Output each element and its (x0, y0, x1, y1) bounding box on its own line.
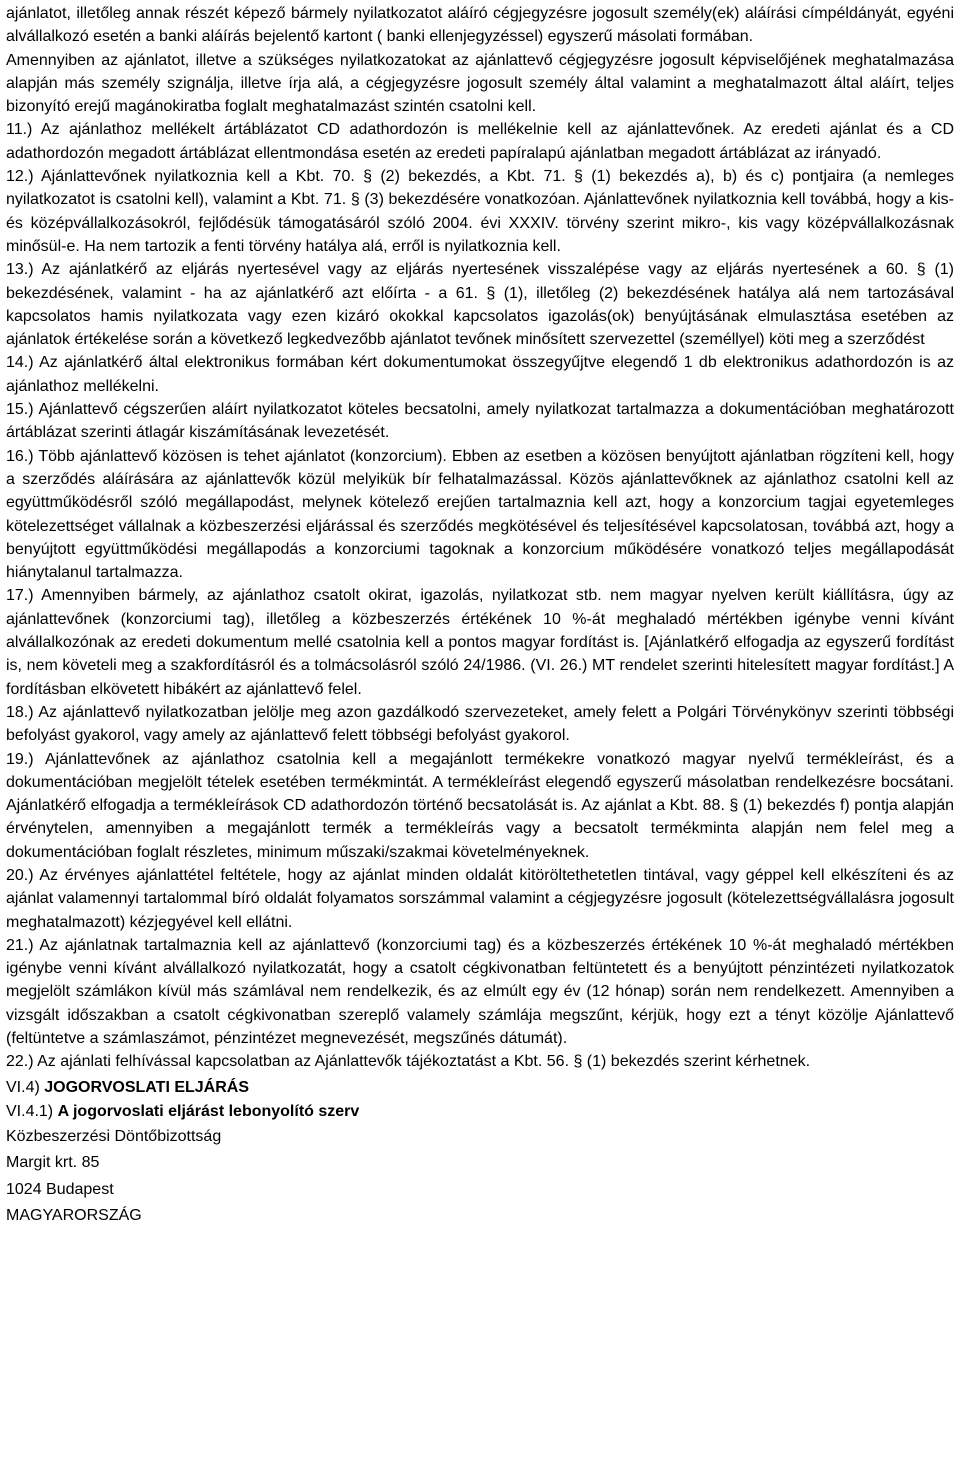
subsection-heading (6, 1100, 954, 1124)
address-organization: Közbeszerzési Döntőbizottság (6, 1127, 222, 1145)
paragraph-15: 15.) Ajánlattevő cégszerűen aláírt nyilatkozatot köteles becsatolni, amely nyilatkozat tartalmazza a dokumentációban meghatározott ártáblázat szerinti átlagár kiszámításának levezetését. (6, 401, 954, 442)
paragraph-12: 12.) Ajánlattevőnek nyilatkoznia kell a Kbt. 70. § (2) bekezdés, a Kbt. 71. § (1) bekezdés a), b) és c) pontjaira (a nemleges nyilatkozatot is csatolni kell), valamint a Kbt. 71. § (3) bekezdésére vonatkozóan. Ajánlattevőnek nyilatkoznia kell továbbá, hogy a kis- és középvállalkozásokról, fejlődésük támogatásáról szóló 2004. évi XXXIV. törvény szerint mikro-, kis vagy középvállalkozásnak minősül-e. Ha nem tartozik a fenti törvény hatálya alá, erről is nyilatkoznia kell. (6, 168, 954, 255)
legal-remedy-section (6, 1076, 954, 1230)
address-country: MAGYARORSZÁG (6, 1207, 142, 1225)
section-heading (6, 1076, 954, 1100)
paragraph-authorization: Amennyiben az ajánlatot, illetve a szükséges nyilatkozatokat az ajánlattevő cégjegyzésre jogosult képviselőjének meghatalmazása alapján más személy szignálja, illetve írja alá, a cégjegyzésre jogosult személy által valamint a meghatalmazott által aláírt, teljes bizonyító erejű magánokiratba foglalt meghatalmazást szintén csatolni kell. (6, 51, 954, 116)
paragraph-13: 13.) Az ajánlatkérő az eljárás nyertesével vagy az eljárás nyertesének visszalépése vagy az eljárás nyertesének a 60. § (1) bekezdésének, valamint - ha az ajánlatkérő azt előírta - a 61. § (1), illetőleg (2) bekezdésének hatálya alá nem tartozásával kapcsolatos hamis nyilatkozata vagy ezen kizáró okokkal kapcsolatos igazolás(ok) benyújtásának elmulasztása esetében az ajánlatok értékelése során a következő legkedvezőbb ajánlatot tevőnek minősített szervezettel (személlyel) köti meg a szerződést (6, 261, 954, 349)
subsection-number: VI.4.1) (6, 1102, 58, 1120)
paragraph-14: 14.) Az ajánlatkérő által elektronikus formában kért dokumentumokat összegyűjtve elegendő 1 db elektronikus adathordozón is az ajánlathoz mellékelni. (6, 354, 954, 395)
document-page (6, 2, 954, 1230)
section-number: VI.4) (6, 1078, 45, 1096)
address-city: 1024 Budapest (6, 1180, 114, 1198)
paragraph-22: 22.) Az ajánlati felhívással kapcsolatban az Ajánlattevők tájékoztatást a Kbt. 56. § (1) bekezdés szerint kérhetnek. (6, 1053, 811, 1071)
paragraph-20: 20.) Az érvényes ajánlattétel feltétele, hogy az ajánlat minden oldalát kitöröltethetetlen tintával, vagy géppel kell elkészíteni és az ajánlat valamennyi tartalommal bíró oldalát folyamatos sorszámmal valamint a cégjegyzésre jogosult (kötelezettségvállalásra jogosult meghatalmazott) kézjegyével kell ellátni. (6, 866, 954, 931)
address-street: Margit krt. 85 (6, 1154, 100, 1172)
paragraph-11: 11.) Az ajánlathoz mellékelt ártáblázatot CD adathordozón is mellékelnie kell az ajánlattevőnek. Az eredeti ajánlat és a CD adathordozón megadott ártáblázat ellentmondása esetén az eredeti papíralapú ajánlatban megadott ártáblázat az irányadó. (6, 121, 954, 162)
paragraph-17: 17.) Amennyiben bármely, az ajánlathoz csatolt okirat, igazolás, nyilatkozat stb. nem magyar nyelven került kiállításra, úgy az ajánlattevőnek (konzorciumi tag), illetőleg a közbeszerzés értékének 10 %-át meghaladó mértékben igénybe venni kívánt alvállalkozónak az eredeti dokumentum mellé csatolnia kell a pontos magyar fordítást is. [Ajánlatkérő elfogadja az egyszerű fordítást is, nem követeli meg a szakfordításról és a tolmácsolásról szóló 24/1986. (VI. 26.) MT rendelet szerinti hitelesített magyar fordítást.] A fordításban elkövetett hibákért az ajánlattevő felel. (6, 587, 954, 698)
paragraph-21: 21.) Az ajánlatnak tartalmaznia kell az ajánlattevő (konzorciumi tag) és a közbeszerzés értékének 10 %-át meghaladó mértékben igénybe venni kívánt alvállalkozó nyilatkozatát, hogy a csatolt cégkivonatban feltüntetett és a benyújtott pénzintézeti nyilatkozatok megjelölt számlákon kívül más számlával nem rendelkezik, és az elmúlt egy év (12 hónap) során nem rendelkezett. Amennyiben a vizsgált időszakban a csatolt cégkivonatban szereplő valamely számlája megszűnt, kérjük, hogy ezt a tényt közölje Ajánlattevő (feltüntetve a számlaszámot, pénzintézet megnevezését, megszűnés dátumát). (6, 936, 954, 1048)
paragraph-16: 16.) Több ajánlattevő közösen is tehet ajánlatot (konzorcium). Ebben az esetben a közösen benyújtott ajánlatban rögzíteni kell, hogy a szerződés aláírására az ajánlattevők közül melyikük bír felhatalmazással. Közös ajánlattevőknek az ajánlathoz csatolni kell az együttműködésről szóló megállapodást, melynek kötelező erejűen tartalmaznia kell azt, hogy a konzorcium tagjai egyetemleges kötelezettséget vállalnak a közbeszerzési eljárással és szerződés megkötésével és teljesítésével kapcsolatosan, továbbá azt, hogy a benyújtott együttműködési megállapodás a konzorciumi tagoknak a konzorcium működésére vonatkozó teljes megállapodását hiánytalanul tartalmazza. (6, 447, 954, 582)
paragraph-18: 18.) Az ajánlattevő nyilatkozatban jelölje meg azon gazdálkodó szervezeteket, amely felett a Polgári Törvénykönyv szerinti többségi befolyást gyakorol, vagy amely az ajánlattevő felett többségi befolyást gyakorol. (6, 703, 954, 745)
subsection-title: A jogorvoslati eljárást lebonyolító szerv (57, 1102, 360, 1120)
section-title: JOGORVOSLATI ELJÁRÁS (44, 1078, 250, 1096)
paragraph-19: 19.) Ajánlattevőnek az ajánlathoz csatolnia kell a megajánlott termékekre vonatkozó magyar nyelvű termékleírást, és a dokumentációban megjelölt tételek esetében termékmintát. A termékleírást elegendő egyszerű másolatban rendelkezésre bocsátani. Ajánlatkérő elfogadja a termékleírások CD adathordozón történő becsatolását is. Az ajánlat a Kbt. 88. § (1) bekezdés f) pontja alapján érvénytelen, amennyiben a megajánlott termék a termékleírás vagy a becsatolt termékminta alapján nem felel meg a dokumentációban foglalt részletes, minimum műszaki/szakmai követelményeknek. (6, 750, 954, 861)
paragraph-signature-specimen: ajánlatot, illetőleg annak részét képező bármely nyilatkozatot aláíró cégjegyzésre jogosult személy(ek) aláírási címpéldányát, egyéni alvállalkozó esetén a banki aláírás bejelentő kartont ( banki ellenjegyzéssel) egyszerű másolati formában. (6, 5, 954, 46)
